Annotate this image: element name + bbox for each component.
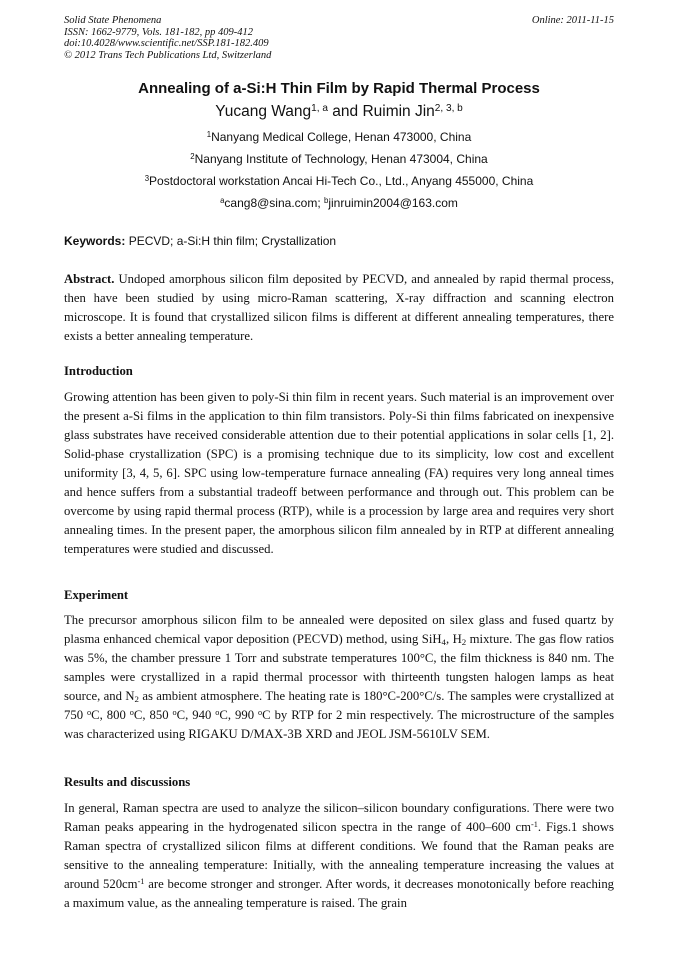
journal-header (64, 15, 271, 61)
paragraph-text: , H (445, 632, 462, 646)
keywords-text: PECVD; a-Si:H thin film; Crystallization (125, 234, 337, 248)
keywords-label: Keywords: (64, 234, 126, 248)
section-heading-results: Results and discussions (64, 775, 191, 789)
affiliation-mark: 1 (206, 130, 212, 140)
affiliation-text: Nanyang Institute of Technology, Henan 473004, China (194, 152, 488, 166)
paragraph-text: as ambient atmosphere. The heating rate is 180°C-200°C/s. The samples were crystallized at 750 (64, 689, 614, 722)
author-name: Ruimin Jin (362, 103, 435, 120)
author-line (0, 103, 678, 121)
paragraph-text: C, 940 (176, 708, 216, 722)
author-affiliation-mark: 1, a (311, 102, 328, 114)
paragraph-text: The precursor amorphous silicon film to be annealed were deposited on silex glass and fused quartz by plasma enhanced chemical vapor deposition (PECVD) method, using SiH (64, 613, 614, 646)
journal-name: Solid State Phenomena (64, 15, 162, 26)
abstract-label: Abstract. (64, 272, 115, 286)
paragraph-text: In general, Raman spectra are used to analyze the silicon–silicon boundary configurations. There were two Raman peaks appearing in the hydrogenated silicon spectra in the range of 400–600 cm (64, 801, 614, 834)
affiliation (0, 174, 678, 188)
paragraph-text: C, 850 (133, 708, 173, 722)
doi-line: doi:10.4028/www.scientific.net/SSP.181-182.409 (64, 38, 269, 50)
author-name: Yucang Wang (215, 103, 312, 120)
paragraph-text: mixture. The gas flow ratios was 5%, the chamber pressure 1 Torr and substrate temperatures 100°C, the film thickness is 840 nm. The samples were crystallized in a rapid thermal processor with thirteenth tungsten halogen lamps as heat source, and N (64, 632, 614, 703)
affiliation (0, 130, 678, 144)
abstract-paragraph (64, 270, 614, 346)
paragraph-text: C, 800 (91, 708, 130, 722)
copyright-line: © 2012 Trans Tech Publications Ltd, Switzerland (64, 49, 272, 61)
issn-line: ISSN: 1662-9779, Vols. 181-182, pp 409-412 (64, 26, 253, 38)
subscript: 2 (461, 637, 467, 648)
section-heading-experiment: Experiment (64, 588, 129, 602)
email-line (0, 196, 678, 210)
affiliation (0, 152, 678, 166)
results-paragraph (64, 799, 614, 913)
affiliation-mark: 2 (190, 152, 195, 162)
affiliation-text: Postdoctoral workstation Ancai Hi-Tech Co., Ltd., Anyang 455000, China (149, 174, 534, 188)
paragraph-text: . Figs.1 shows Raman spectra of crystallized silicon films at different conditions. We found that the Raman peaks are sensitive to the annealing temperature: Initially, with the annealing temperature increasing the values at around 520cm (64, 820, 614, 891)
keywords-line (64, 234, 336, 248)
paragraph-text: C by RTP for 2 min respectively. The microstructure of the samples was characterized using RIGAKU D/MAX-3B XRD and JEOL JSM-5610LV SEM. (64, 708, 615, 741)
abstract-text: Undoped amorphous silicon film deposited by PECVD, and annealed by rapid thermal process, then have been studied by using micro-Raman scattering, X-ray diffraction and scanning electron microscope. It is found that crystallized silicon films is different at different annealing temperatures, there exists a better annealing temperature. (64, 272, 614, 343)
superscript: -1 (531, 819, 538, 829)
paragraph-text: C, 990 (219, 708, 259, 722)
experiment-paragraph (64, 611, 614, 744)
superscript: -1 (137, 876, 145, 886)
section-heading-introduction: Introduction (64, 364, 133, 378)
affiliation-mark: 3 (144, 174, 150, 184)
email-text: cang8@sina.com; (224, 196, 324, 210)
degree-mark: o (215, 707, 220, 717)
paragraph-text: are become stronger and stronger. After words, it decreases monotonically before reaching a maximum value, as the annealing temperature is raised. The grain (64, 877, 615, 910)
email-text: jinruimin2004@163.com (328, 196, 458, 210)
author-conjunction: and (327, 103, 363, 120)
email-mark: a (220, 196, 225, 206)
author-affiliation-mark: 2, 3, b (434, 102, 463, 114)
subscript: 2 (134, 694, 139, 705)
subscript: 4 (441, 637, 446, 648)
affiliation-text: Nanyang Medical College, Henan 473000, China (211, 130, 472, 144)
degree-mark: o (172, 707, 177, 717)
paper-title: Annealing of a-Si:H Thin Film by Rapid Thermal Process (138, 80, 540, 97)
degree-mark: o (87, 707, 92, 717)
online-date: Online: 2011-11-15 (531, 15, 614, 26)
introduction-paragraph: Growing attention has been given to poly-Si thin film in recent years. Such material is an improvement over the present a-Si films in the application to thin film transistors. Poly-Si thin films fabricated on inexpensive glass substrates have received considerable attention due to their potential applications in solar cells [1, 2]. Solid-phase crystallization (SPC) is a promising technique due to its simplicity, low cost and excellent uniformity [3, 4, 5, 6]. SPC using low-temperature furnace annealing (FA) requires very long anneal times and hence suffers from a substantial tradeoff between performance and through out. This problem can be overcome by using rapid thermal process (RTP), while is a procession by large area and requires very short annealing times. In the present paper, the amorphous silicon film annealed by in RTP at different annealing temperatures were studied and discussed. (64, 390, 614, 556)
degree-mark: o (258, 707, 263, 717)
degree-mark: o (129, 707, 134, 717)
email-mark: b (323, 196, 329, 206)
